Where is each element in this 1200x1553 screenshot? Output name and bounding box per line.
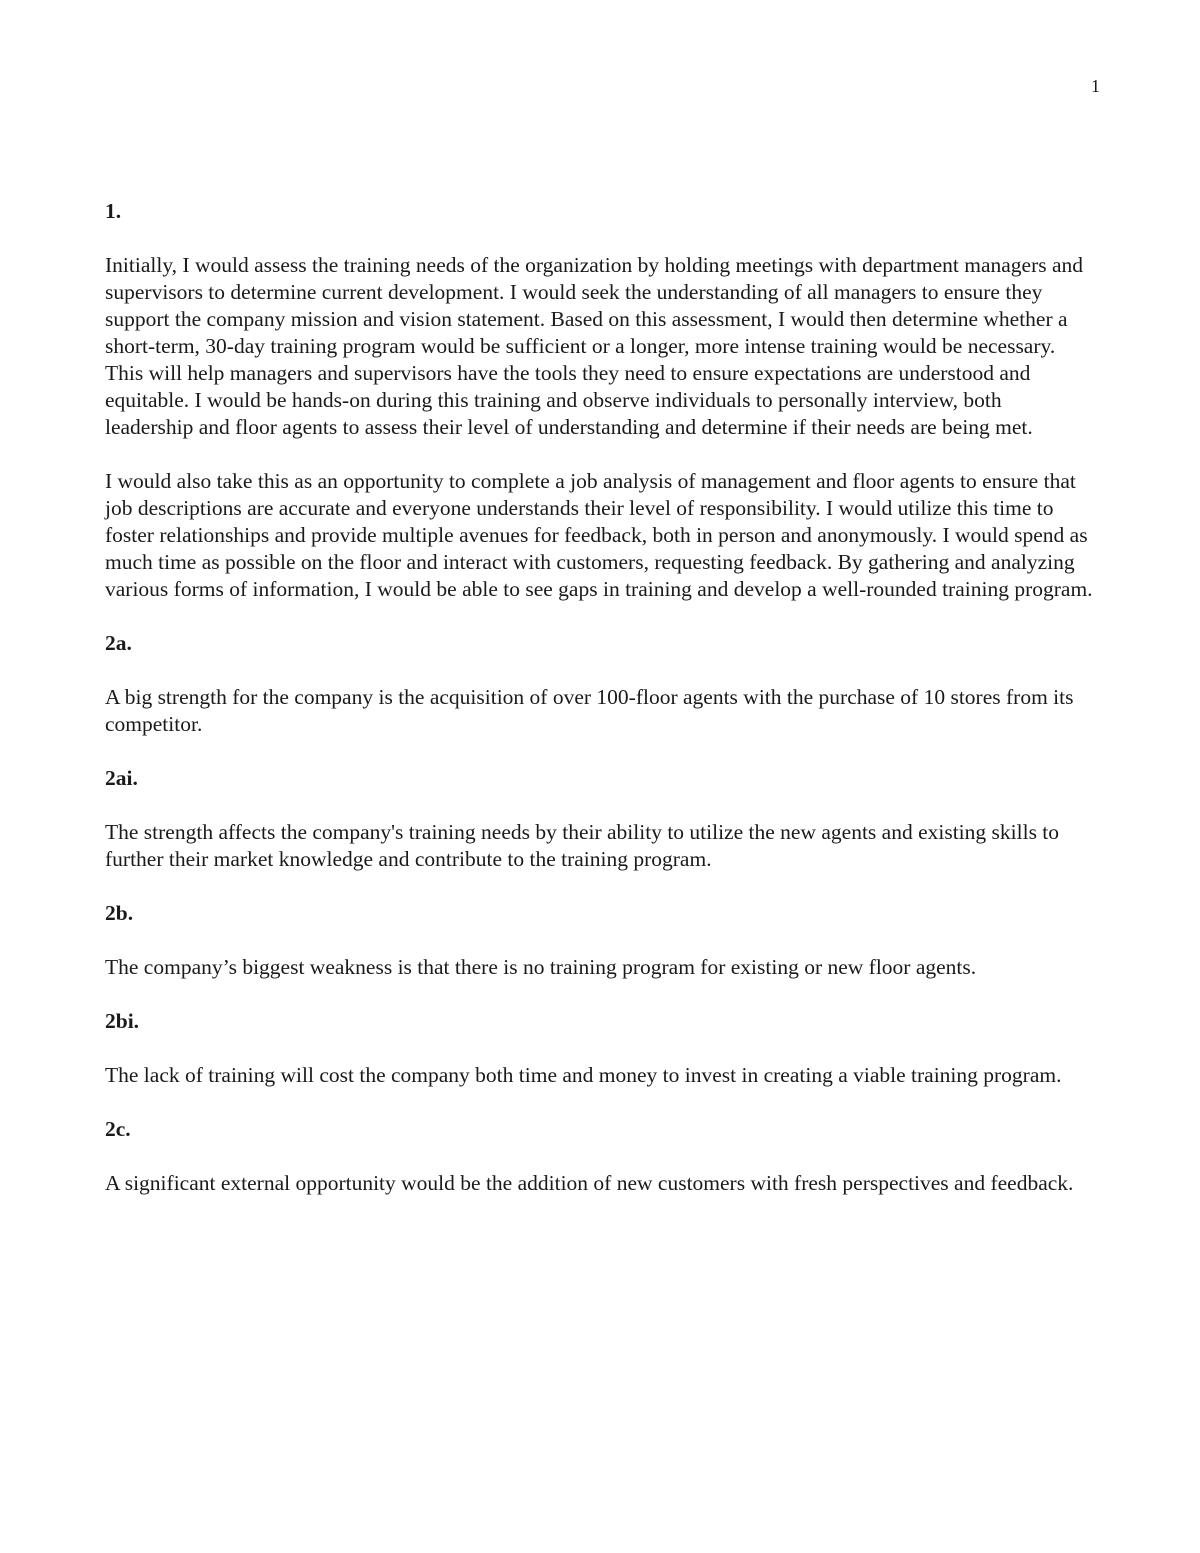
paragraph-1-training-needs: Initially, I would assess the training needs of the organization by holding meetings with department managers and supervisors to determine current development. I would seek the understanding of all managers to ensure they support the company mission and vision statement. Based on this assessment, I would then determine whether a short-term, 30-day training program would be sufficient or a longer, more intense training would be necessary. This will help managers and supervisors have the tools they need to ensure expectations are understood and equitable. I would be hands-on during this training and observe individuals to personally interview, both leadership and floor agents to assess their level of understanding and determine if their needs are being met.	[105, 253, 1084, 439]
paragraph-2a-strength: A big strength for the company is the acquisition of over 100-floor agents with the purchase of 10 stores from its competitor.	[105, 685, 1074, 736]
paragraph-2ai-strength-effect: The strength affects the company's training needs by their ability to utilize the new agents and existing skills to further their market knowledge and contribute to the training program.	[105, 820, 1060, 871]
section-heading-1: 1.	[105, 199, 122, 223]
paragraph-2c-opportunity: A significant external opportunity would be the addition of new customers with fresh perspectives and feedback.	[105, 1171, 1074, 1195]
paragraph-2bi-weakness-cost: The lack of training will cost the company both time and money to invest in creating a viable training program.	[105, 1063, 1062, 1087]
page-number: 1	[1091, 76, 1100, 96]
paragraph-2b-weakness: The company’s biggest weakness is that there is no training program for existing or new floor agents.	[105, 955, 977, 979]
document-body	[105, 198, 1095, 1224]
paragraph-1-job-analysis: I would also take this as an opportunity to complete a job analysis of management and floor agents to ensure that job descriptions are accurate and everyone understands their level of responsibility. I would utilize this time to foster relationships and provide multiple avenues for feedback, both in person and anonymously. I would spend as much time as possible on the floor and interact with customers, requesting feedback. By gathering and analyzing various forms of information, I would be able to see gaps in training and develop a well-rounded training program.	[105, 469, 1093, 601]
section-heading-2a: 2a.	[105, 631, 132, 655]
section-heading-2b: 2b.	[105, 901, 134, 925]
section-heading-2ai: 2ai.	[105, 766, 138, 790]
section-heading-2c: 2c.	[105, 1117, 131, 1141]
section-heading-2bi: 2bi.	[105, 1009, 140, 1033]
